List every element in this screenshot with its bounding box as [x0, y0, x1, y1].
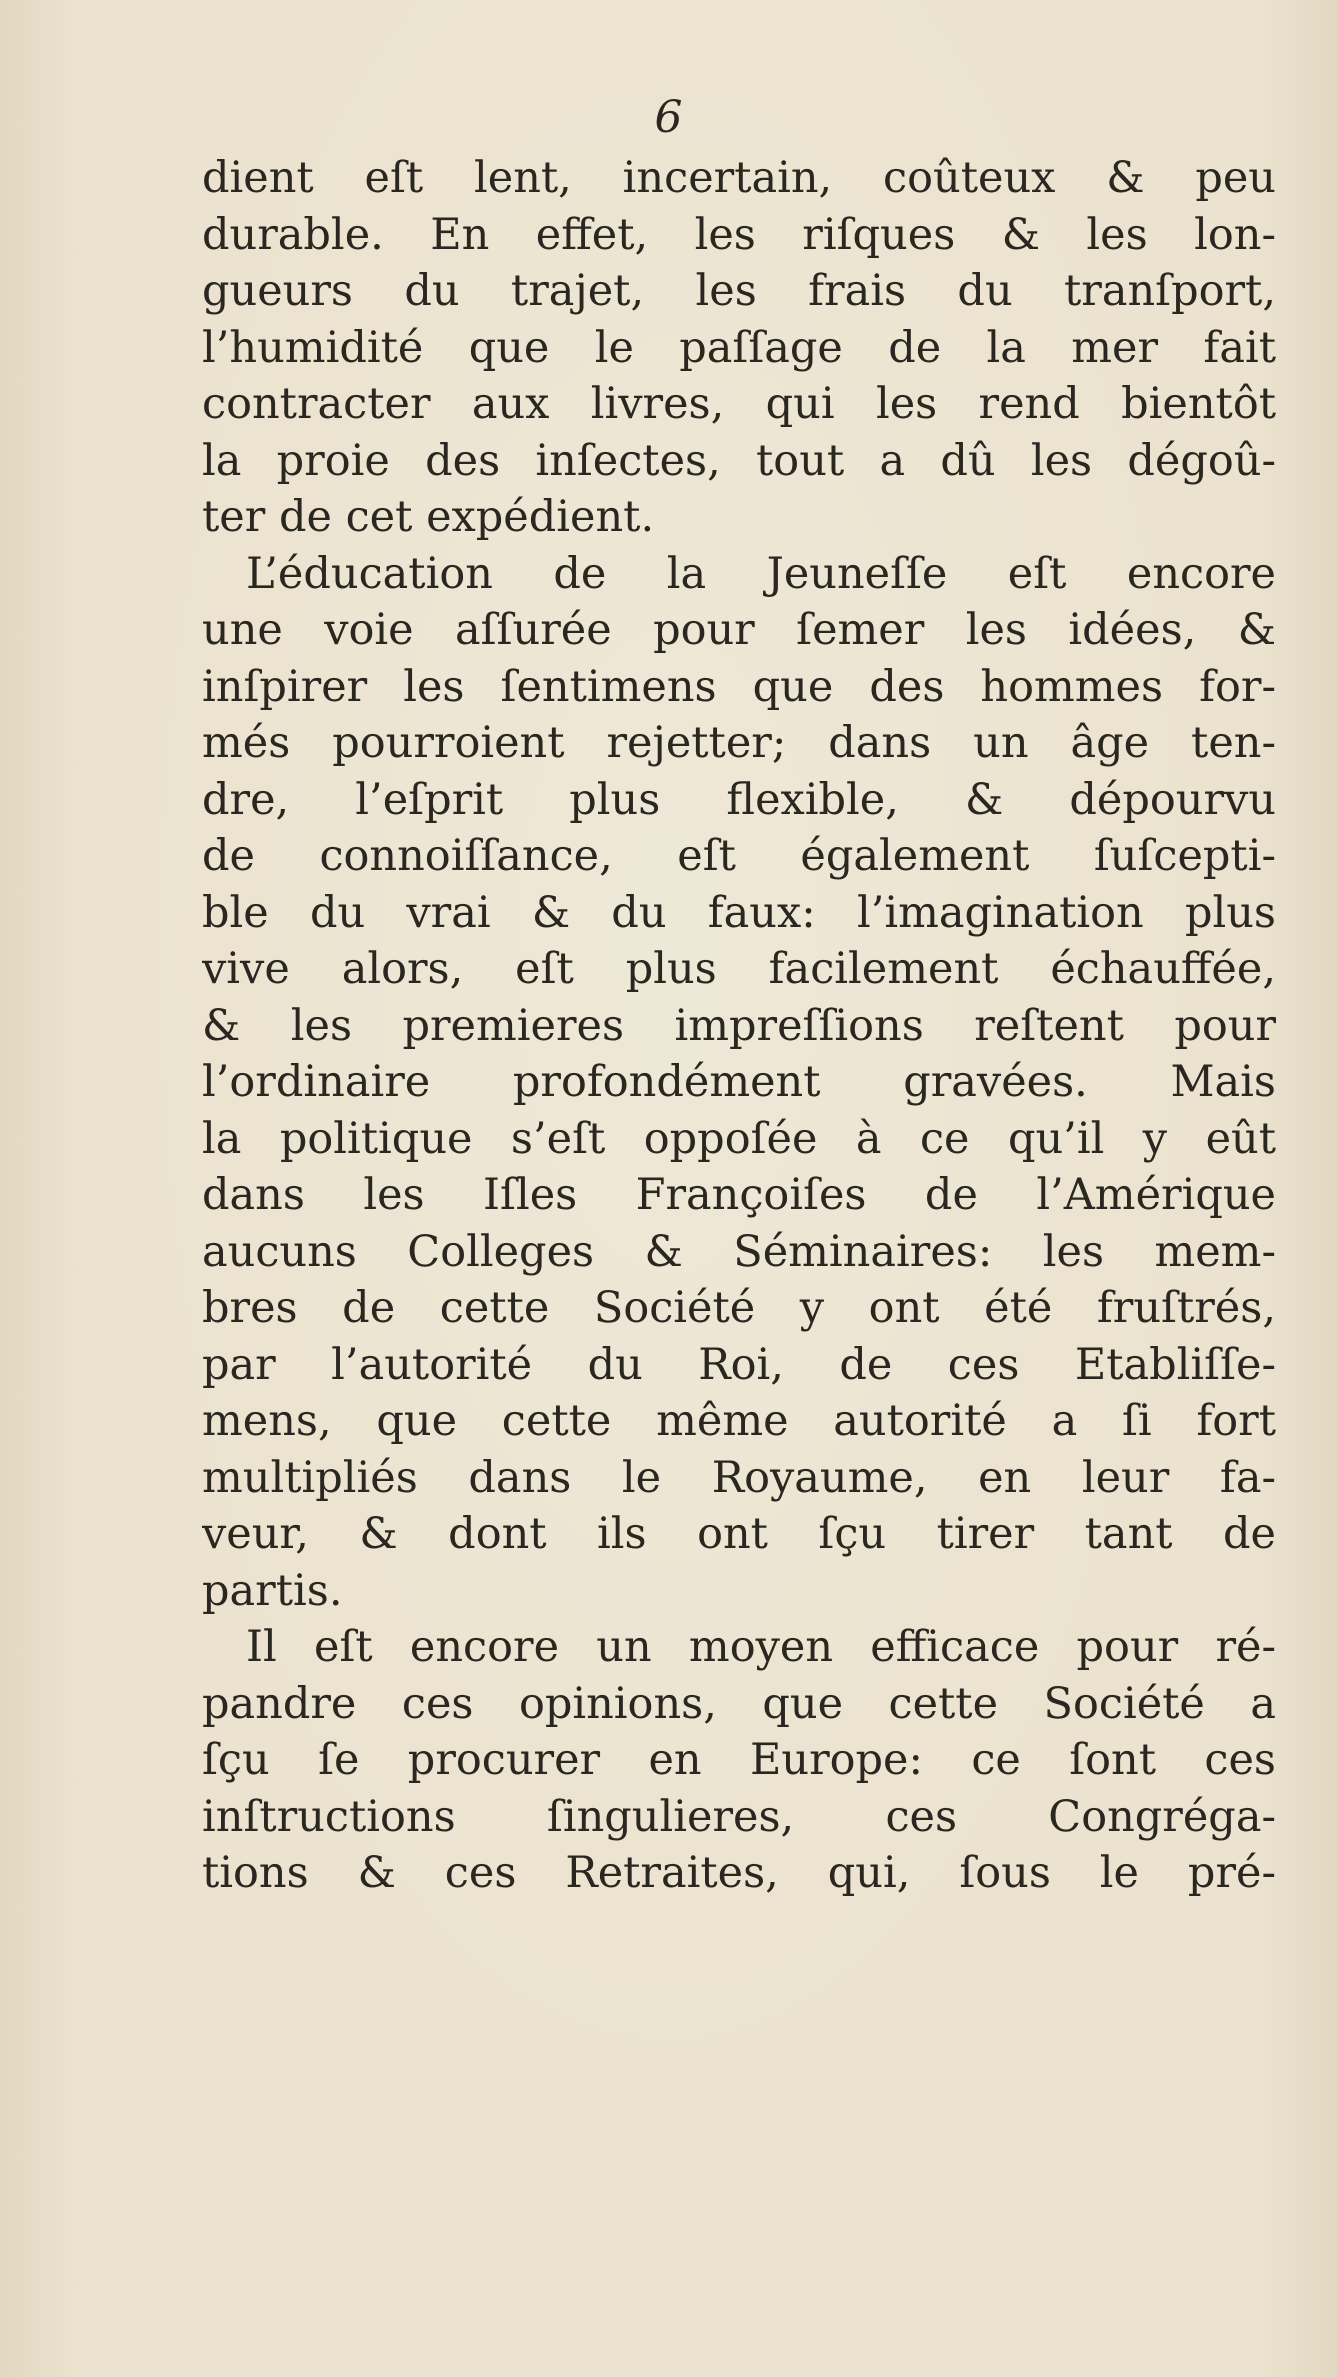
text-line: veur, & dont ils ont ſçu tirer tant de: [202, 1509, 1276, 1559]
text-line: la proie des inſectes, tout a dû les dégoû-: [202, 435, 1276, 486]
text-line: durable. En effet, les riſques & les lon-: [202, 209, 1276, 260]
body-text: [202, 150, 1276, 1902]
text-line: partis.: [202, 1565, 343, 1616]
text-line: dans les Iſles Françoiſes de l’Amérique: [202, 1170, 1276, 1220]
text-line: bres de cette Société y ont été fruſtrés,: [202, 1283, 1276, 1333]
text-line: une voie aſſurée pour ſemer les idées, &: [202, 605, 1276, 655]
text-line: contracter aux livres, qui les rend bientôt: [202, 379, 1276, 429]
text-line: L’éducation de la Jeuneſſe eſt encore: [246, 548, 1276, 599]
page-number: 6: [654, 92, 683, 143]
text-line: par l’autorité du Roi, de ces Etabliſſe-: [202, 1339, 1276, 1390]
text-line: mens, que cette même autorité a ſi fort: [202, 1396, 1276, 1446]
text-line: ble du vrai & du faux: l’imagination plus: [202, 887, 1276, 938]
text-line: ter de cet expédient.: [202, 492, 655, 542]
text-line: l’ordinaire profondément gravées. Mais: [202, 1057, 1276, 1107]
text-line: de connoiſſance, eſt également ſuſcepti-: [202, 831, 1276, 881]
text-line: l’humidité que le paſſage de la mer fait: [202, 322, 1276, 373]
text-line: tions & ces Retraites, qui, ſous le pré-: [202, 1848, 1276, 1898]
text-line: multipliés dans le Royaume, en leur fa-: [202, 1452, 1276, 1503]
text-line: dient eſt lent, incertain, coûteux & peu: [202, 153, 1276, 203]
text-line: gueurs du trajet, les frais du tranſport,: [202, 266, 1276, 316]
text-line: dre, l’eſprit plus flexible, & dépourvu: [202, 774, 1276, 825]
text-line: més pourroient rejetter; dans un âge ten-: [202, 718, 1276, 768]
text-line: inſpirer les ſentimens que des hommes for-: [202, 661, 1276, 712]
text-line: Il eſt encore un moyen efficace pour ré-: [246, 1622, 1276, 1672]
text-line: inſtructions ſingulieres, ces Congréga-: [202, 1791, 1276, 1842]
text-line: ſçu ſe procurer en Europe: ce ſont ces: [202, 1735, 1276, 1785]
text-line: la politique s’eſt oppoſée à ce qu’il y eût: [202, 1113, 1276, 1164]
text-line: & les premieres impreſſions reſtent pour: [202, 1000, 1276, 1051]
text-line: pandre ces opinions, que cette Société a: [202, 1678, 1276, 1729]
text-line: aucuns Colleges & Séminaires: les mem-: [202, 1226, 1276, 1277]
text-line: vive alors, eſt plus facilement échauffée,: [202, 944, 1276, 994]
